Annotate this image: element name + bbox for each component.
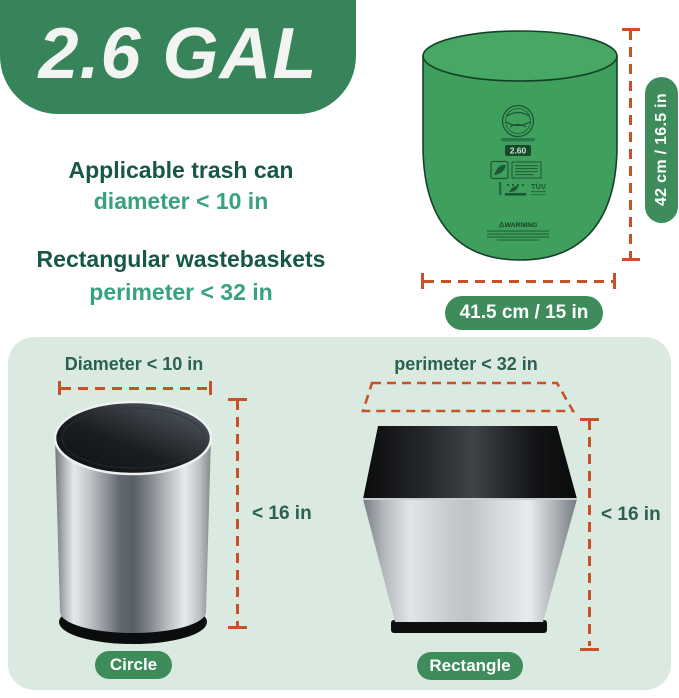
circle-caption-pill	[95, 651, 172, 679]
bag-width-label: 41.5 cm / 15 in	[459, 302, 589, 323]
rectangle-height-line	[588, 420, 591, 646]
intro-value-perimeter: perimeter < 32 in	[89, 279, 273, 305]
rectangle-height-label: < 16 in	[601, 504, 661, 525]
warning-label: ⚠WARNING	[498, 222, 538, 229]
bag-height-measure-line	[629, 30, 632, 260]
rectangle-caption: Rectangle	[429, 656, 511, 675]
circle-height-line	[236, 400, 239, 626]
circle-diameter-line	[61, 387, 210, 390]
bag-print-title-line	[501, 138, 535, 141]
rectangle-caption-pill	[417, 652, 523, 680]
rectangle-perimeter-label: perimeter < 32 in	[394, 354, 538, 374]
circle-diameter-label: Diameter < 10 in	[64, 354, 204, 374]
circle-diameter-cap-left	[58, 381, 61, 395]
size-print-badge	[505, 145, 531, 156]
bag-body	[423, 56, 617, 260]
bag-height-pill	[645, 77, 678, 223]
bag-width-measure-line	[424, 280, 614, 283]
circle-height-cap-bottom	[228, 626, 247, 629]
circle-height-cap-top	[228, 398, 247, 401]
rectangle-height-cap-top	[580, 418, 599, 421]
intro-heading-wastebaskets: Rectangular wastebaskets	[36, 246, 326, 272]
bag-height-cap-top	[622, 28, 640, 31]
rectangle-can-illustration	[356, 419, 584, 639]
svg-text:2.60: 2.60	[509, 145, 527, 156]
circle-can-opening	[55, 402, 211, 474]
compost-bag-illustration	[415, 20, 625, 263]
bag-width-cap-left	[421, 273, 424, 289]
rectangle-height-cap-bottom	[580, 648, 599, 651]
rectangle-can-body	[363, 499, 577, 622]
bag-width-pill	[445, 296, 603, 330]
intro-heading-trash-can: Applicable trash can	[68, 157, 294, 183]
bag-opening	[423, 31, 617, 81]
gallon-size-badge	[0, 0, 356, 114]
intro-value-diameter: diameter < 10 in	[93, 188, 269, 214]
rectangle-perimeter-outline	[356, 377, 580, 417]
circle-diameter-cap-right	[209, 381, 212, 395]
circle-caption: Circle	[109, 655, 158, 674]
bag-height-cap-bottom	[622, 258, 640, 261]
circle-height-label: < 16 in	[252, 503, 312, 524]
rectangle-can-opening	[363, 426, 577, 499]
bag-width-cap-right	[613, 273, 616, 289]
bag-height-label: 42 cm / 16.5 in	[652, 93, 670, 207]
gallon-size-label: 2.6 GAL	[38, 14, 318, 94]
svg-text:TÜV: TÜV	[531, 182, 546, 191]
circle-can-illustration	[50, 400, 216, 650]
